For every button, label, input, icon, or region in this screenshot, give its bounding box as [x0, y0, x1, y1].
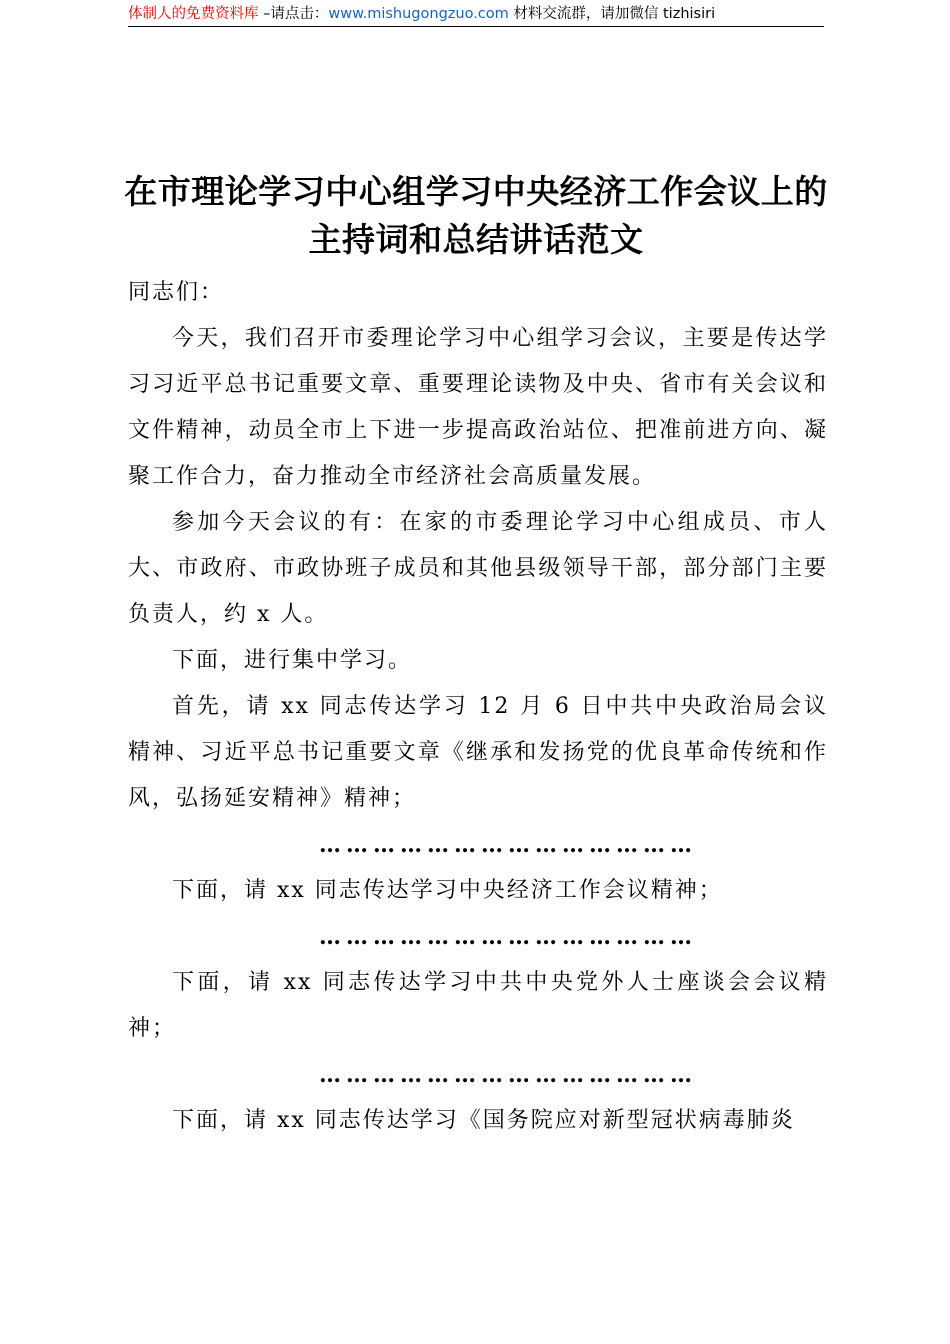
document-title: 在市理论学习中心组学习中央经济工作会议上的主持词和总结讲话范文 [124, 172, 828, 259]
paragraph-fourth-item: 下面，请 xx 同志传达学习《国务院应对新型冠状病毒肺炎 [172, 1108, 795, 1133]
paragraph-study-start: 下面，进行集中学习。 [172, 648, 413, 673]
ellipsis-separator: …………………………………… [319, 924, 697, 950]
paragraph-third-item: 下面，请 xx 同志传达学习中共中央党外人士座谈会会议精神； [128, 970, 828, 1041]
paragraph-opening: 今天，我们召开市委理论学习中心组学习会议，主要是传达学习习近平总书记重要文章、重要理论读物及中央、省市有关会议和文件精神，动员全市上下进一步提高政治站位、把准前进方向、凝聚工作合力，奋力推动全市经济社会高质量发展。 [128, 326, 828, 489]
document-body [128, 270, 828, 1144]
site-banner [128, 3, 824, 25]
paragraph-attendees: 参加今天会议的有：在家的市委理论学习中心组成员、市人大、市政府、市政协班子成员和其他县级领导干部，部分部门主要负责人，约 x 人。 [128, 510, 828, 627]
banner-link[interactable]: www.mishugongzuo.com [328, 6, 509, 22]
banner-contact: 材料交流群，请加微信 tizhisiri [508, 6, 716, 22]
paragraph-second-item: 下面，请 xx 同志传达学习中央经济工作会议精神； [172, 878, 723, 903]
header-divider [128, 26, 824, 27]
paragraph-first-item: 首先，请 xx 同志传达学习 12 月 6 日中共中央政治局会议精神、习近平总书记重要文章《继承和发扬党的优良革命传统和作风，弘扬延安精神》精神； [128, 694, 828, 811]
salutation: 同志们： [128, 280, 225, 305]
banner-prompt: –请点击： [258, 6, 329, 22]
banner-brand: 体制人的免费资料库 [128, 6, 259, 22]
ellipsis-separator: …………………………………… [319, 1062, 697, 1088]
ellipsis-separator: …………………………………… [319, 832, 697, 858]
